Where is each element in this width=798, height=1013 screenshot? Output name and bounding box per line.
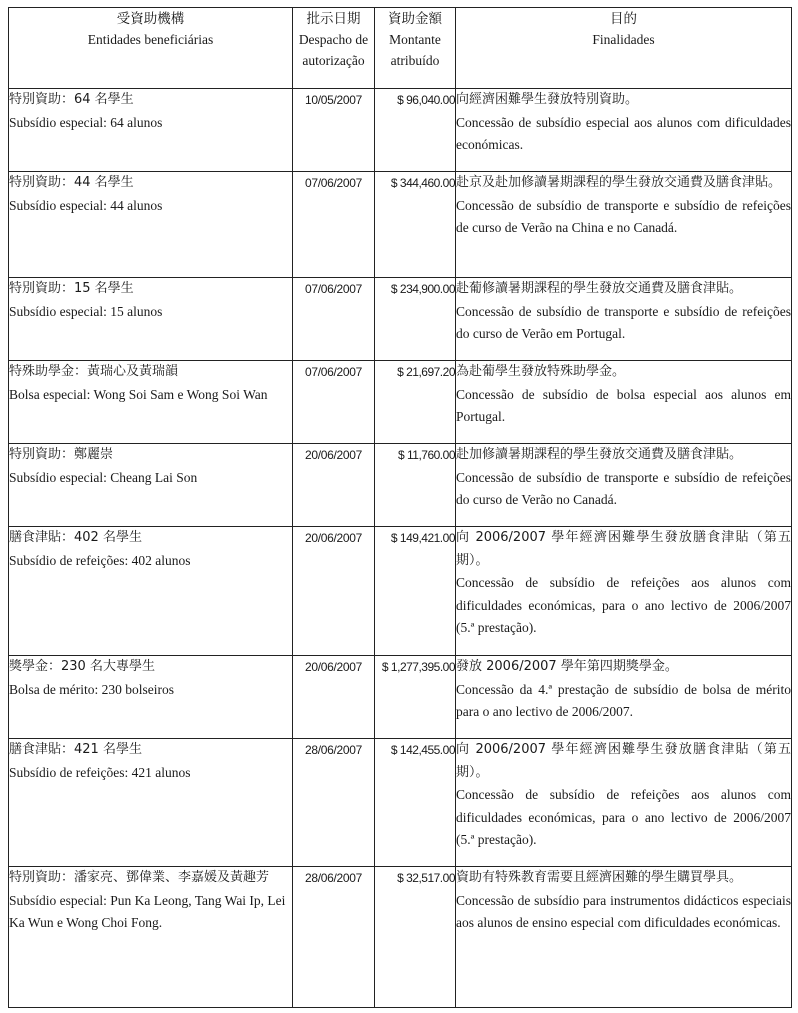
entity-zh: 特別資助：64 名學生 <box>9 92 134 107</box>
amount-cell: $ 96,040.00 <box>375 89 456 172</box>
table-header <box>9 8 792 89</box>
header-date-zh: 批示日期 <box>306 11 361 26</box>
purpose-pt: Concessão de subsídio de refeições aos alunos com dificuldades económicas, para o ano lectivo de 2006/2007 (5.ª prestação). <box>456 787 791 847</box>
purpose-cell <box>456 361 792 444</box>
entity-cell <box>9 278 293 361</box>
purpose-pt: Concessão de subsídio de transporte e subsídio de refeições do curso de Verão no Canadá. <box>456 469 791 507</box>
date-cell: 07/06/2007 <box>293 361 375 444</box>
entity-zh: 特別資助：鄭麗崇 <box>9 447 114 462</box>
date-cell: 28/06/2007 <box>293 867 375 1008</box>
entity-zh: 特別資助：44 名學生 <box>9 175 134 190</box>
grants-table <box>8 7 792 1008</box>
purpose-pt: Concessão de subsídio especial aos alunos com dificuldades económicas. <box>456 114 791 152</box>
header-amount <box>375 8 456 89</box>
entity-zh: 特別資助：潘家亮、鄧偉業、李嘉媛及黃趣芳 <box>9 870 270 885</box>
entity-pt: Subsídio especial: 15 alunos <box>9 303 163 319</box>
purpose-pt: Concessão de subsídio de transporte e subsídio de refeições de curso de Verão na China e no Canadá. <box>456 197 791 235</box>
purpose-cell <box>456 656 792 739</box>
header-entity-zh: 受資助機構 <box>116 11 185 26</box>
entity-cell <box>9 739 293 867</box>
purpose-pt: Concessão de subsídio de transporte e subsídio de refeições do curso de Verão em Portugal. <box>456 303 791 341</box>
header-entity-pt: Entidades beneficiárias <box>87 32 214 47</box>
purpose-zh: 發放 2006/2007 學年第四期獎學金。 <box>456 659 678 674</box>
table-row <box>9 444 792 527</box>
purpose-pt: Concessão de subsídio de refeições aos alunos com dificuldades económicas, para o ano lectivo de 2006/2007 (5.ª prestação). <box>456 575 791 635</box>
purpose-cell <box>456 172 792 278</box>
purpose-pt: Concessão de subsídio para instrumentos didácticos especiais aos alunos de ensino especial com dificuldades económicas. <box>456 892 791 930</box>
entity-zh: 獎學金：230 名大專學生 <box>9 659 155 674</box>
header-amount-pt2: atribuído <box>390 53 440 68</box>
purpose-cell <box>456 527 792 656</box>
header-amount-zh: 資助金額 <box>388 11 442 26</box>
entity-cell <box>9 656 293 739</box>
purpose-zh: 赴葡修讀暑期課程的學生發放交通費及膳食津貼。 <box>456 281 743 296</box>
amount-cell: $ 344,460.00 <box>375 172 456 278</box>
amount-cell: $ 149,421.00 <box>375 527 456 656</box>
header-purpose-zh: 目的 <box>610 11 637 26</box>
table-row <box>9 867 792 1008</box>
header-purpose-pt: Finalidades <box>592 32 655 47</box>
date-cell: 28/06/2007 <box>293 739 375 867</box>
date-cell: 20/06/2007 <box>293 444 375 527</box>
date-cell: 10/05/2007 <box>293 89 375 172</box>
entity-cell <box>9 527 293 656</box>
table-row <box>9 278 792 361</box>
entity-pt: Subsídio especial: Pun Ka Leong, Tang Wai Ip, Lei Ka Wun e Wong Choi Fong. <box>9 892 286 930</box>
entity-pt: Subsídio especial: 64 alunos <box>9 114 163 130</box>
header-entity <box>9 8 293 89</box>
entity-zh: 膳食津貼：421 名學生 <box>9 742 142 757</box>
header-date <box>293 8 375 89</box>
purpose-zh: 為赴葡學生發放特殊助學金。 <box>456 364 626 379</box>
amount-cell: $ 234,900.00 <box>375 278 456 361</box>
purpose-zh: 赴加修讀暑期課程的學生發放交通費及膳食津貼。 <box>456 447 743 462</box>
entity-zh: 膳食津貼：402 名學生 <box>9 530 142 545</box>
entity-pt: Subsídio especial: Cheang Lai Son <box>9 469 198 485</box>
purpose-zh: 資助有特殊教育需要且經濟困難的學生購買學具。 <box>456 870 743 885</box>
entity-cell <box>9 867 293 1008</box>
header-date-pt1: Despacho de <box>298 32 369 47</box>
table-row <box>9 361 792 444</box>
purpose-zh: 赴京及赴加修讀暑期課程的學生發放交通費及膳食津貼。 <box>456 175 782 190</box>
entity-pt: Subsídio de refeições: 421 alunos <box>9 764 191 780</box>
purpose-zh: 向 2006/2007 學年經濟困難學生發放膳食津貼（第五期）。 <box>456 530 791 568</box>
purpose-cell <box>456 278 792 361</box>
purpose-cell <box>456 444 792 527</box>
amount-cell: $ 32,517.00 <box>375 867 456 1008</box>
amount-cell: $ 11,760.00 <box>375 444 456 527</box>
purpose-zh: 向經濟困難學生發放特別資助。 <box>456 92 639 107</box>
header-row <box>9 8 792 89</box>
header-date-pt2: autorização <box>302 53 365 68</box>
purpose-cell <box>456 89 792 172</box>
table-row <box>9 656 792 739</box>
purpose-pt: Concessão de subsídio de bolsa especial aos alunos em Portugal. <box>456 386 791 424</box>
entity-zh: 特別資助：15 名學生 <box>9 281 134 296</box>
entity-pt: Bolsa de mérito: 230 bolseiros <box>9 681 174 697</box>
entity-cell <box>9 172 293 278</box>
amount-cell: $ 1,277,395.00 <box>375 656 456 739</box>
table-row <box>9 739 792 867</box>
entity-cell <box>9 361 293 444</box>
table-row <box>9 89 792 172</box>
entity-zh: 特殊助學金：黃瑞心及黃瑞韻 <box>9 364 179 379</box>
entity-pt: Bolsa especial: Wong Soi Sam e Wong Soi Wan <box>9 386 268 402</box>
entity-cell <box>9 444 293 527</box>
table-row <box>9 172 792 278</box>
entity-pt: Subsídio especial: 44 alunos <box>9 197 163 213</box>
date-cell: 20/06/2007 <box>293 656 375 739</box>
purpose-pt: Concessão da 4.ª prestação de subsídio de bolsa de mérito para o ano lectivo de 2006/2007. <box>456 681 791 719</box>
table-body <box>9 89 792 1008</box>
header-purpose <box>456 8 792 89</box>
amount-cell: $ 21,697.20 <box>375 361 456 444</box>
amount-cell: $ 142,455.00 <box>375 739 456 867</box>
date-cell: 20/06/2007 <box>293 527 375 656</box>
entity-pt: Subsídio de refeições: 402 alunos <box>9 552 191 568</box>
purpose-cell <box>456 867 792 1008</box>
date-cell: 07/06/2007 <box>293 278 375 361</box>
date-cell: 07/06/2007 <box>293 172 375 278</box>
purpose-zh: 向 2006/2007 學年經濟困難學生發放膳食津貼（第五期）。 <box>456 742 791 780</box>
table-row <box>9 527 792 656</box>
purpose-cell <box>456 739 792 867</box>
entity-cell <box>9 89 293 172</box>
header-amount-pt1: Montante <box>389 32 441 47</box>
